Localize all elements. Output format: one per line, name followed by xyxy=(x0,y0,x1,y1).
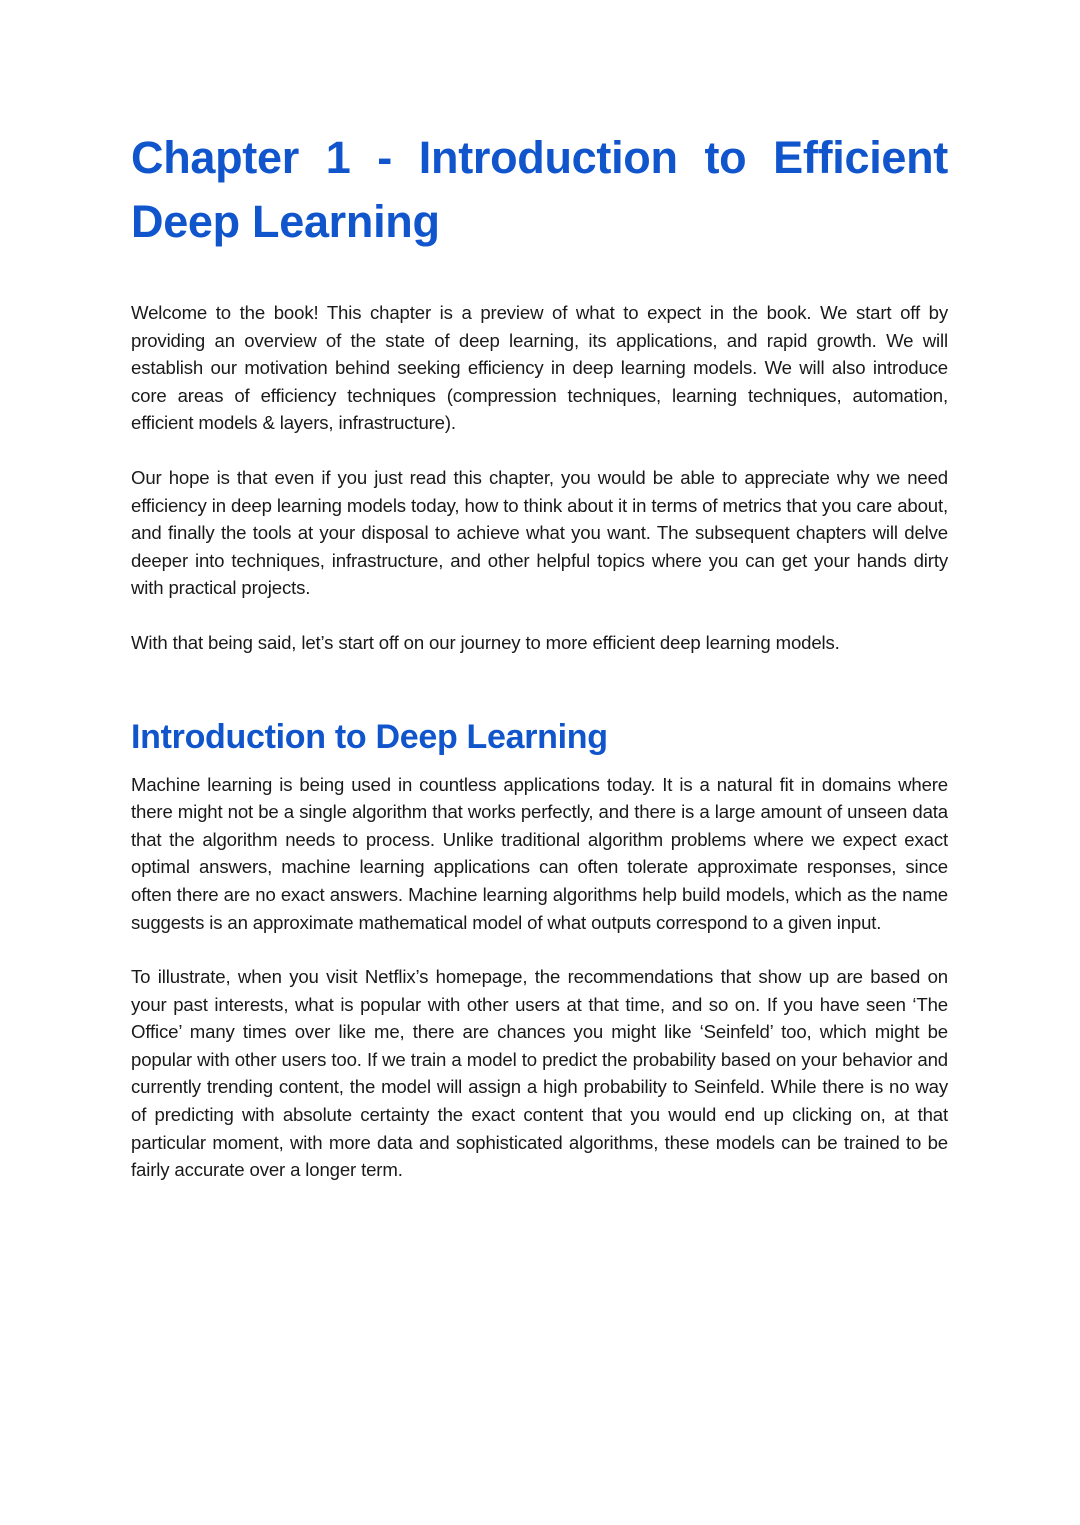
section-paragraph: Machine learning is being used in countless applications today. It is a natural fit in domains where there might not be a single algorithm that works perfectly, and there is a large amount of unseen data that the algorithm needs to process. Unlike traditional algorithm problems where we expect exact optimal answers, machine learning applications can often tolerate approximate responses, since often there are no exact answers. Machine learning algorithms help build models, which as the name suggests is an approximate mathematical model of what outputs correspond to a given input. xyxy=(131,773,948,933)
section-title: Introduction to Deep Learning xyxy=(131,717,608,756)
page-content xyxy=(131,126,948,1184)
intro-paragraph: Our hope is that even if you just read this chapter, you would be able to appreciate why we need efficiency in deep learning models today, how to think about it in terms of metrics that you care about, and finally the tools at your disposal to achieve what you want. The subsequent chapters will delve deeper into techniques, infrastructure, and other helpful topics where you can get your hands dirty with practical projects. xyxy=(131,466,948,599)
chapter-title: Chapter 1 - Introduction to Efficient Deep Learning xyxy=(131,132,948,247)
intro-paragraph: Welcome to the book! This chapter is a preview of what to expect in the book. We start off by providing an overview of the state of deep learning, its applications, and rapid growth. We will establish our motivation behind seeking efficiency in deep learning models. We will also introduce core areas of efficiency techniques (compression techniques, learning techniques, automation, efficient models & layers, infrastructure). xyxy=(131,302,948,434)
intro-paragraph: With that being said, let’s start off on our journey to more efficient deep learning models. xyxy=(131,631,840,653)
section-paragraph: To illustrate, when you visit Netflix’s homepage, the recommendations that show up are based on your past interests, what is popular with other users at that time, and so on. If you have seen ‘The Office’ many times over like me, there are chances you might like ‘Seinfeld’ too, which might be popular with other users too. If we train a model to predict the probability based on your behavior and currently trending content, the model will assign a high probability to Seinfeld. While there is no way of predicting with absolute certainty the exact content that you would end up clicking on, at that particular moment, with more data and sophisticated algorithms, these models can be trained to be fairly accurate over a longer term. xyxy=(131,966,948,1181)
